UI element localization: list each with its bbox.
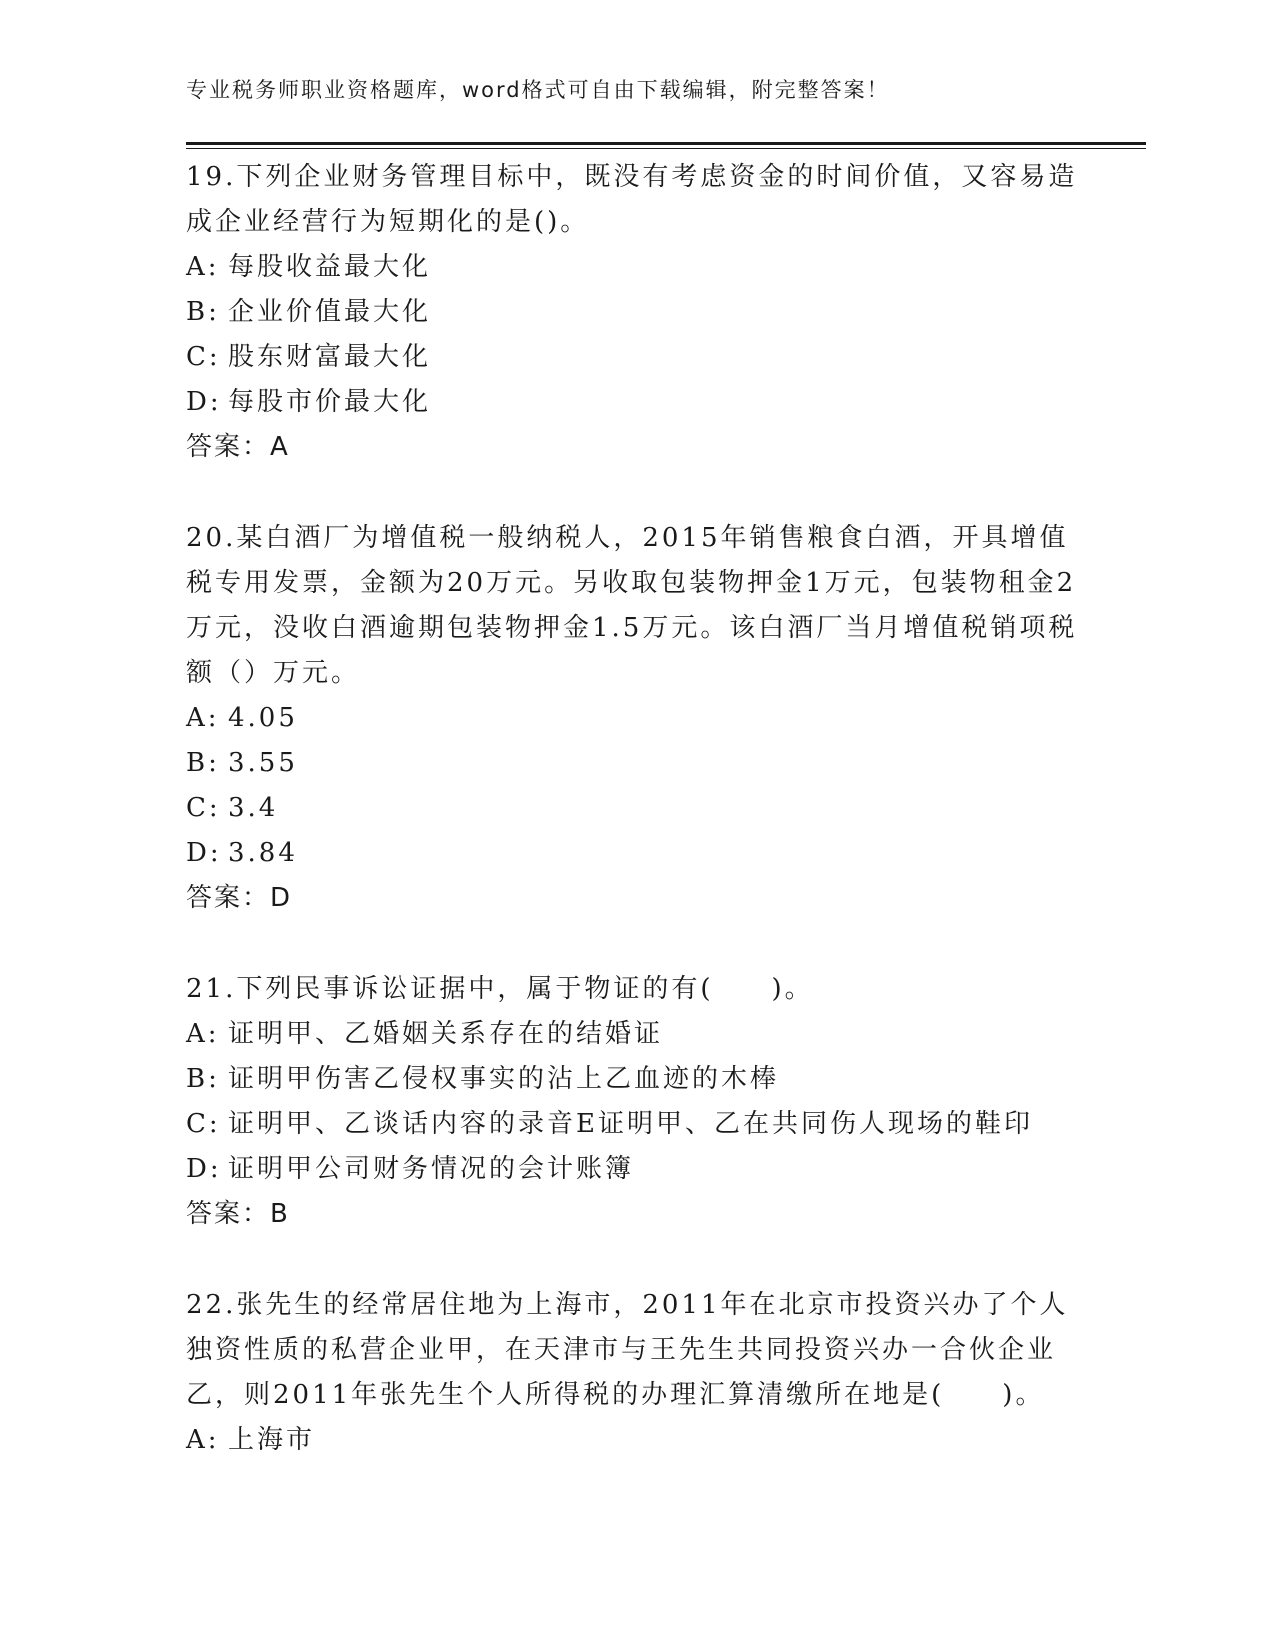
option-d [186,1147,1086,1192]
option-text: 上海市 [228,1425,316,1455]
answer-line: 答案：D [186,883,293,913]
header-divider [186,142,1146,145]
answer-line: 答案：B [186,1199,290,1229]
option-letter: B: [186,297,220,327]
option-letter: A: [186,252,220,282]
question-text: 20.某白酒厂为增值税一般纳税人，2015年销售粮食白酒，开具增值税专用发票，金额为20万元。另收取包装物押金1万元，包装物租金2万元，没收白酒逾期包装物押金1.5万元。该白酒厂当月增值税销项税额（）万元。 [186,523,1078,688]
option-b [186,1057,1086,1102]
question-22 [186,1283,1086,1463]
option-text: 3.4 [228,793,279,823]
option-text: 4.05 [228,703,298,733]
option-text: 证明甲公司财务情况的会计账簿 [228,1154,635,1184]
option-text: 股东财富最大化 [228,342,432,372]
option-a [186,245,1086,290]
option-letter: C: [186,342,221,372]
option-a [186,1012,1086,1057]
option-letter: D: [186,387,222,417]
page-header: 专业税务师职业资格题库，word格式可自由下载编辑，附完整答案！ [186,78,890,102]
option-letter: A: [186,703,220,733]
option-c [186,786,1086,831]
option-a [186,1418,1086,1463]
option-c [186,335,1086,380]
option-text: 证明甲、乙谈话内容的录音E证明甲、乙在共同伤人现场的鞋印 [228,1109,1033,1139]
option-letter: A: [186,1425,220,1455]
question-list [186,155,1086,1509]
option-text: 每股市价最大化 [228,387,432,417]
option-letter: B: [186,748,220,778]
option-letter: A: [186,1019,220,1049]
option-a [186,696,1086,741]
option-text: 证明甲、乙婚姻关系存在的结婚证 [228,1019,664,1049]
option-c [186,1102,1086,1147]
option-text: 企业价值最大化 [228,297,432,327]
option-letter: D: [186,1154,222,1184]
option-letter: D: [186,838,222,868]
option-text: 3.55 [228,748,298,778]
question-21 [186,967,1086,1237]
option-letter: C: [186,1109,221,1139]
question-19 [186,155,1086,470]
option-letter: B: [186,1064,220,1094]
option-text: 每股收益最大化 [228,252,432,282]
question-text: 19.下列企业财务管理目标中，既没有考虑资金的时间价值，又容易造成企业经营行为短期化的是()。 [186,162,1078,237]
option-d [186,831,1086,876]
question-20 [186,516,1086,921]
option-letter: C: [186,793,221,823]
header-divider-thin [186,148,1146,149]
option-d [186,380,1086,425]
option-text: 3.84 [228,838,298,868]
question-text: 22.张先生的经常居住地为上海市，2011年在北京市投资兴办了个人独资性质的私营企业甲，在天津市与王先生共同投资兴办一合伙企业乙，则2011年张先生个人所得税的办理汇算清缴所在地是( )。 [186,1290,1069,1410]
option-b [186,741,1086,786]
question-text: 21.下列民事诉讼证据中，属于物证的有( )。 [186,974,814,1004]
option-text: 证明甲伤害乙侵权事实的沾上乙血迹的木棒 [228,1064,780,1094]
option-b [186,290,1086,335]
answer-line: 答案：A [186,432,290,462]
